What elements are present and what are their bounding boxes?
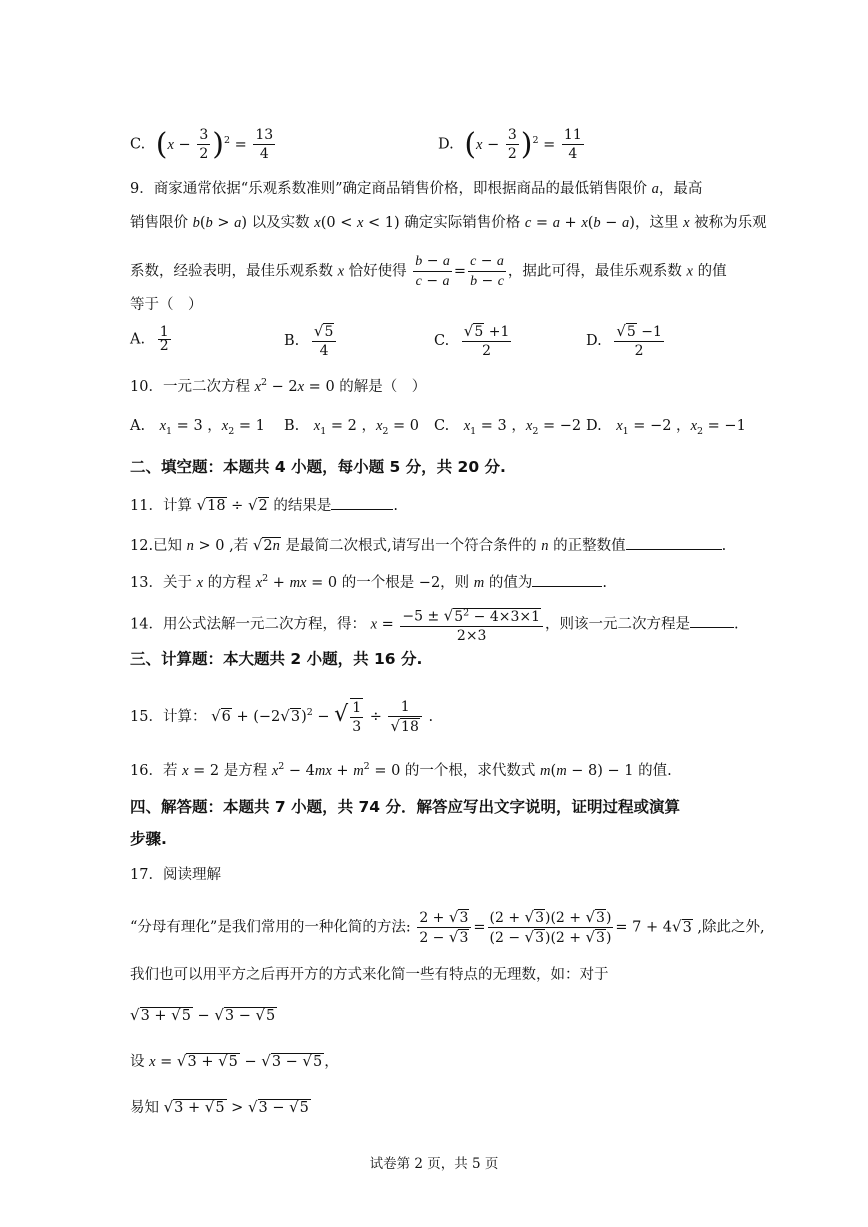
section-heading-fill-in: 二、填空题：本题共 4 小题，每小题 5 分，共 20 分.	[130, 458, 506, 476]
page-footer: 试卷第 2 页，共 5 页	[369, 1156, 499, 1172]
q10-option-d: D. $x_1 = -2$ ，$x_2 = -1$	[586, 418, 746, 437]
q17-title: 17．阅读理解	[130, 867, 221, 883]
section-heading-calculation: 三、计算题：本大题共 2 小题，共 16 分.	[130, 650, 423, 668]
option-label: A.	[130, 331, 146, 348]
option-label: D.	[586, 333, 602, 349]
q12: 12.已知 n > 0 ,若 √2n 是最简二次根式,请写出一个符合条件的 n 的正整数值 .	[130, 536, 727, 554]
q17-easy-know: 易知 √3 + √5 > √3 − √5	[130, 1098, 309, 1116]
q17-paragraph-1: “分母有理化”是我们常用的一种化简的方法: $\frac{2 + √3}{2 - √3}$ = $\frac{(2 + √3)(2 + √3)}{(2 - √3)(2 + √3)}$ = 7 + 4√3 ,除此之外,	[130, 908, 765, 946]
option-label: C.	[130, 136, 146, 153]
q16: 16．若 x = 2 是方程 $x^2 - 4mx + m^2 = 0$ 的一个根，求代数式 m(m − 8) − 1 的值.	[130, 761, 672, 779]
q9-stem-line3: 系数，经验表明，最佳乐观系数 x 恰好使得 $\frac{b - a}{c - a}$ = $\frac{c - a}{b - c}$ ，据此可得，最佳乐观系数 x 的值	[130, 253, 727, 289]
q9-stem-line2: 销售限价 b(b > a) 以及实数 x(0 < x < 1) 确定实际销售价格 c = a + x(b − a)，这里 x 被称为乐观	[130, 215, 767, 231]
q15: 15．计算： $√6 + (-2√3)^2$ − √ $\frac{1}{3}$ ÷ $\frac{1}{√18}$ .	[130, 699, 434, 735]
option-label: B.	[284, 333, 300, 349]
q8-option-c-formula: (x − $\frac{3}{2}$ )$^2$ = $\frac{13}{4}$	[155, 126, 274, 162]
section-heading-answer-1: 四、解答题：本题共 7 小题，共 74 分．解答应写出文字说明，证明过程或演算	[130, 798, 680, 816]
option-label: C.	[434, 333, 450, 349]
q10-option-c: C. $x_1 = 3$ ，$x_2 = -2$	[434, 418, 582, 437]
q10-option-b: B. $x_1 = 2$ ，$x_2 = 0$	[284, 418, 420, 437]
q9-stem-line4: 等于（ ）	[130, 297, 203, 313]
q11: 11．计算 √18 ÷ √2 的结果是 .	[130, 496, 398, 514]
q9-stem-line1: 9．商家通常依据“乐观系数准则”确定商品销售价格，即根据商品的最低销售限价 a，最高	[130, 181, 703, 197]
q9-option-a: A. $\frac{1}{2}$	[130, 324, 169, 354]
section-heading-answer-2: 步骤.	[130, 830, 167, 848]
q8-option-c	[130, 126, 277, 163]
q9-option-b: B. $\frac{√5}{4}$	[284, 322, 338, 360]
q17-let-x: 设 x = √3 + √5 − √3 − √5 ，	[130, 1052, 339, 1070]
q9-option-c: C. $\frac{√5 +1}{2}$	[434, 322, 510, 359]
q8-option-d-formula: (x − $\frac{3}{2}$ )$^2$ = $\frac{11}{4}$	[464, 126, 582, 162]
q14: 14．用公式法解一元二次方程，得： x = $\frac{-5 \pm √5^2 - 4\times 3\times 1}{2\times 3}$ ，则该一元二次方程是 .	[130, 604, 748, 645]
q17-paragraph-2: 我们也可以用平方之后再开方的方式来化简一些有特点的无理数，如：对于	[130, 967, 609, 983]
q10-stem: 10．一元二次方程 $x^2 - 2x = 0$ 的解是（ ）	[130, 377, 427, 395]
q10-option-a: A. $x_1 = 3$ ，$x_2 = 1$	[130, 418, 265, 437]
q9-option-d: D. $\frac{√5 -1}{2}$	[586, 322, 662, 359]
option-label: D.	[438, 136, 454, 153]
q13: 13．关于 x 的方程 $x^2$ + mx = 0 的一个根是 −2，则 m 的值为 .	[130, 573, 607, 591]
q8-option-d	[438, 126, 586, 163]
q17-expression: √3 + √5 − √3 − √5	[130, 1006, 276, 1024]
